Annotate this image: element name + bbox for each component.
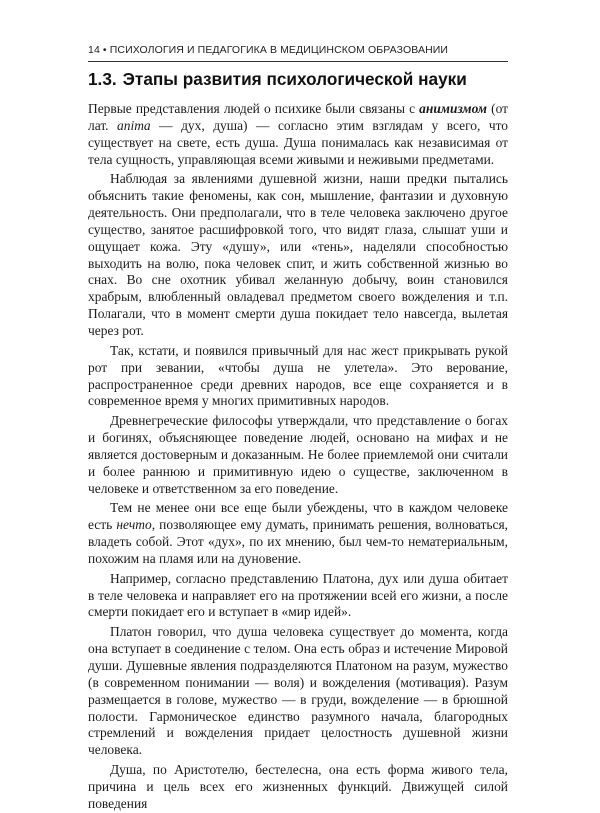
body-text: [88, 101, 508, 813]
paragraph-spirit: [88, 500, 508, 567]
paragraph-text: Первые представления людей о психике были связаны с: [88, 101, 420, 116]
paragraph-greek-philosophers: Древнегреческие философы утверждали, что представление о богах и богинях, объясняющее поведение людей, основано на мифах и не является достоверным и доказанным. Не более приемлемой они считали и более раннюю и примитивную идею о существе, заключенном в человеке и ответственном за его поведение.: [88, 413, 508, 496]
paragraph-aristotle: Душа, по Аристотелю, бестелесна, она есть форма живого тела, причина и цель всех его жизненных функций. Движущей силой поведения: [88, 762, 508, 811]
running-title: ПСИХОЛОГИЯ И ПЕДАГОГИКА В МЕДИЦИНСКОМ ОБРАЗОВАНИИ: [109, 44, 449, 56]
header-divider: [88, 61, 508, 62]
latin-term: anima: [117, 117, 151, 133]
section-heading: [88, 69, 508, 90]
section-number: 1.3.: [88, 69, 117, 89]
paragraph-text: (от лат.: [88, 101, 509, 133]
paragraph-text: , позволяющее ему думать, принимать решения, волноваться, владеть собой. Этот «дух», по их мнению, был чем-то нематериальным, похожим на пламя или на дуновение.: [88, 517, 509, 566]
paragraph-plato-soul: Платон говорил, что душа человека существует до момента, когда она вступает в соединение с телом. Она есть образ и истечение Мировой души. Душевные явления подразделяются Платоном на разум, мужество (в современном понимании — воля) и вожделения (мотивация). Разум размещается в голове, мужество — в груди, вожделение — в брюшной полости. Гармоническое единство разумного начала, благородных стремлений и вожделения придает целостность душевной жизни человека.: [88, 624, 508, 758]
section-title: Этапы развития психологической науки: [122, 69, 467, 89]
paragraph-animism: [88, 101, 508, 168]
paragraph-text: Тем не менее они все еще были убеждены, что в каждом человеке есть: [88, 500, 508, 533]
emphasis-something: нечто: [116, 517, 152, 533]
paragraph-ancestors: Наблюдая за явлениями душевной жизни, наши предки пытались объяснить такие феномены, как сон, мышление, фантазии и духовную деятельность. Они предполагали, что в теле человека заключено другое существо, занятое расшифровкой того, что видят глаза, слышат уши и ощущает кожа. Эту «душу», или «тень», наделяли способностью выходить на волю, пока человек спит, и жить собственной жизнью во снах. Во сне охотник убивал желанную добычу, воин становился храбрым, влюбленный овладевал предметом своего вожделения и т.п. Полагали, что в момент смерти душа покидает тело навсегда, вылетая через рот.: [88, 171, 508, 338]
paragraph-yawning: Так, кстати, и появился привычный для нас жест прикрывать рукой рот при зевании, «чтобы душа не улетела». Это верование, распространенное среди древних народов, все еще сохраняется и в современное время у многих примитивных народов.: [88, 342, 508, 409]
paragraph-text: — дух, душа) — согласно этим взглядам у всего, что существует на свете, есть душа. Душа понималась как независимая от тела сущность, управляющая всеми живыми и неживыми предметами.: [88, 117, 508, 167]
term-animism: анимизмом: [419, 101, 488, 116]
running-header: [88, 44, 508, 56]
header-bullet: •: [102, 44, 107, 56]
page-number: 14: [88, 44, 100, 56]
paragraph-plato-idea: Например, согласно представлению Платона, дух или душа обитает в теле человека и направляет его на протяжении всей его жизни, а после смерти покидает его и вступает в «мир идей».: [88, 570, 508, 620]
